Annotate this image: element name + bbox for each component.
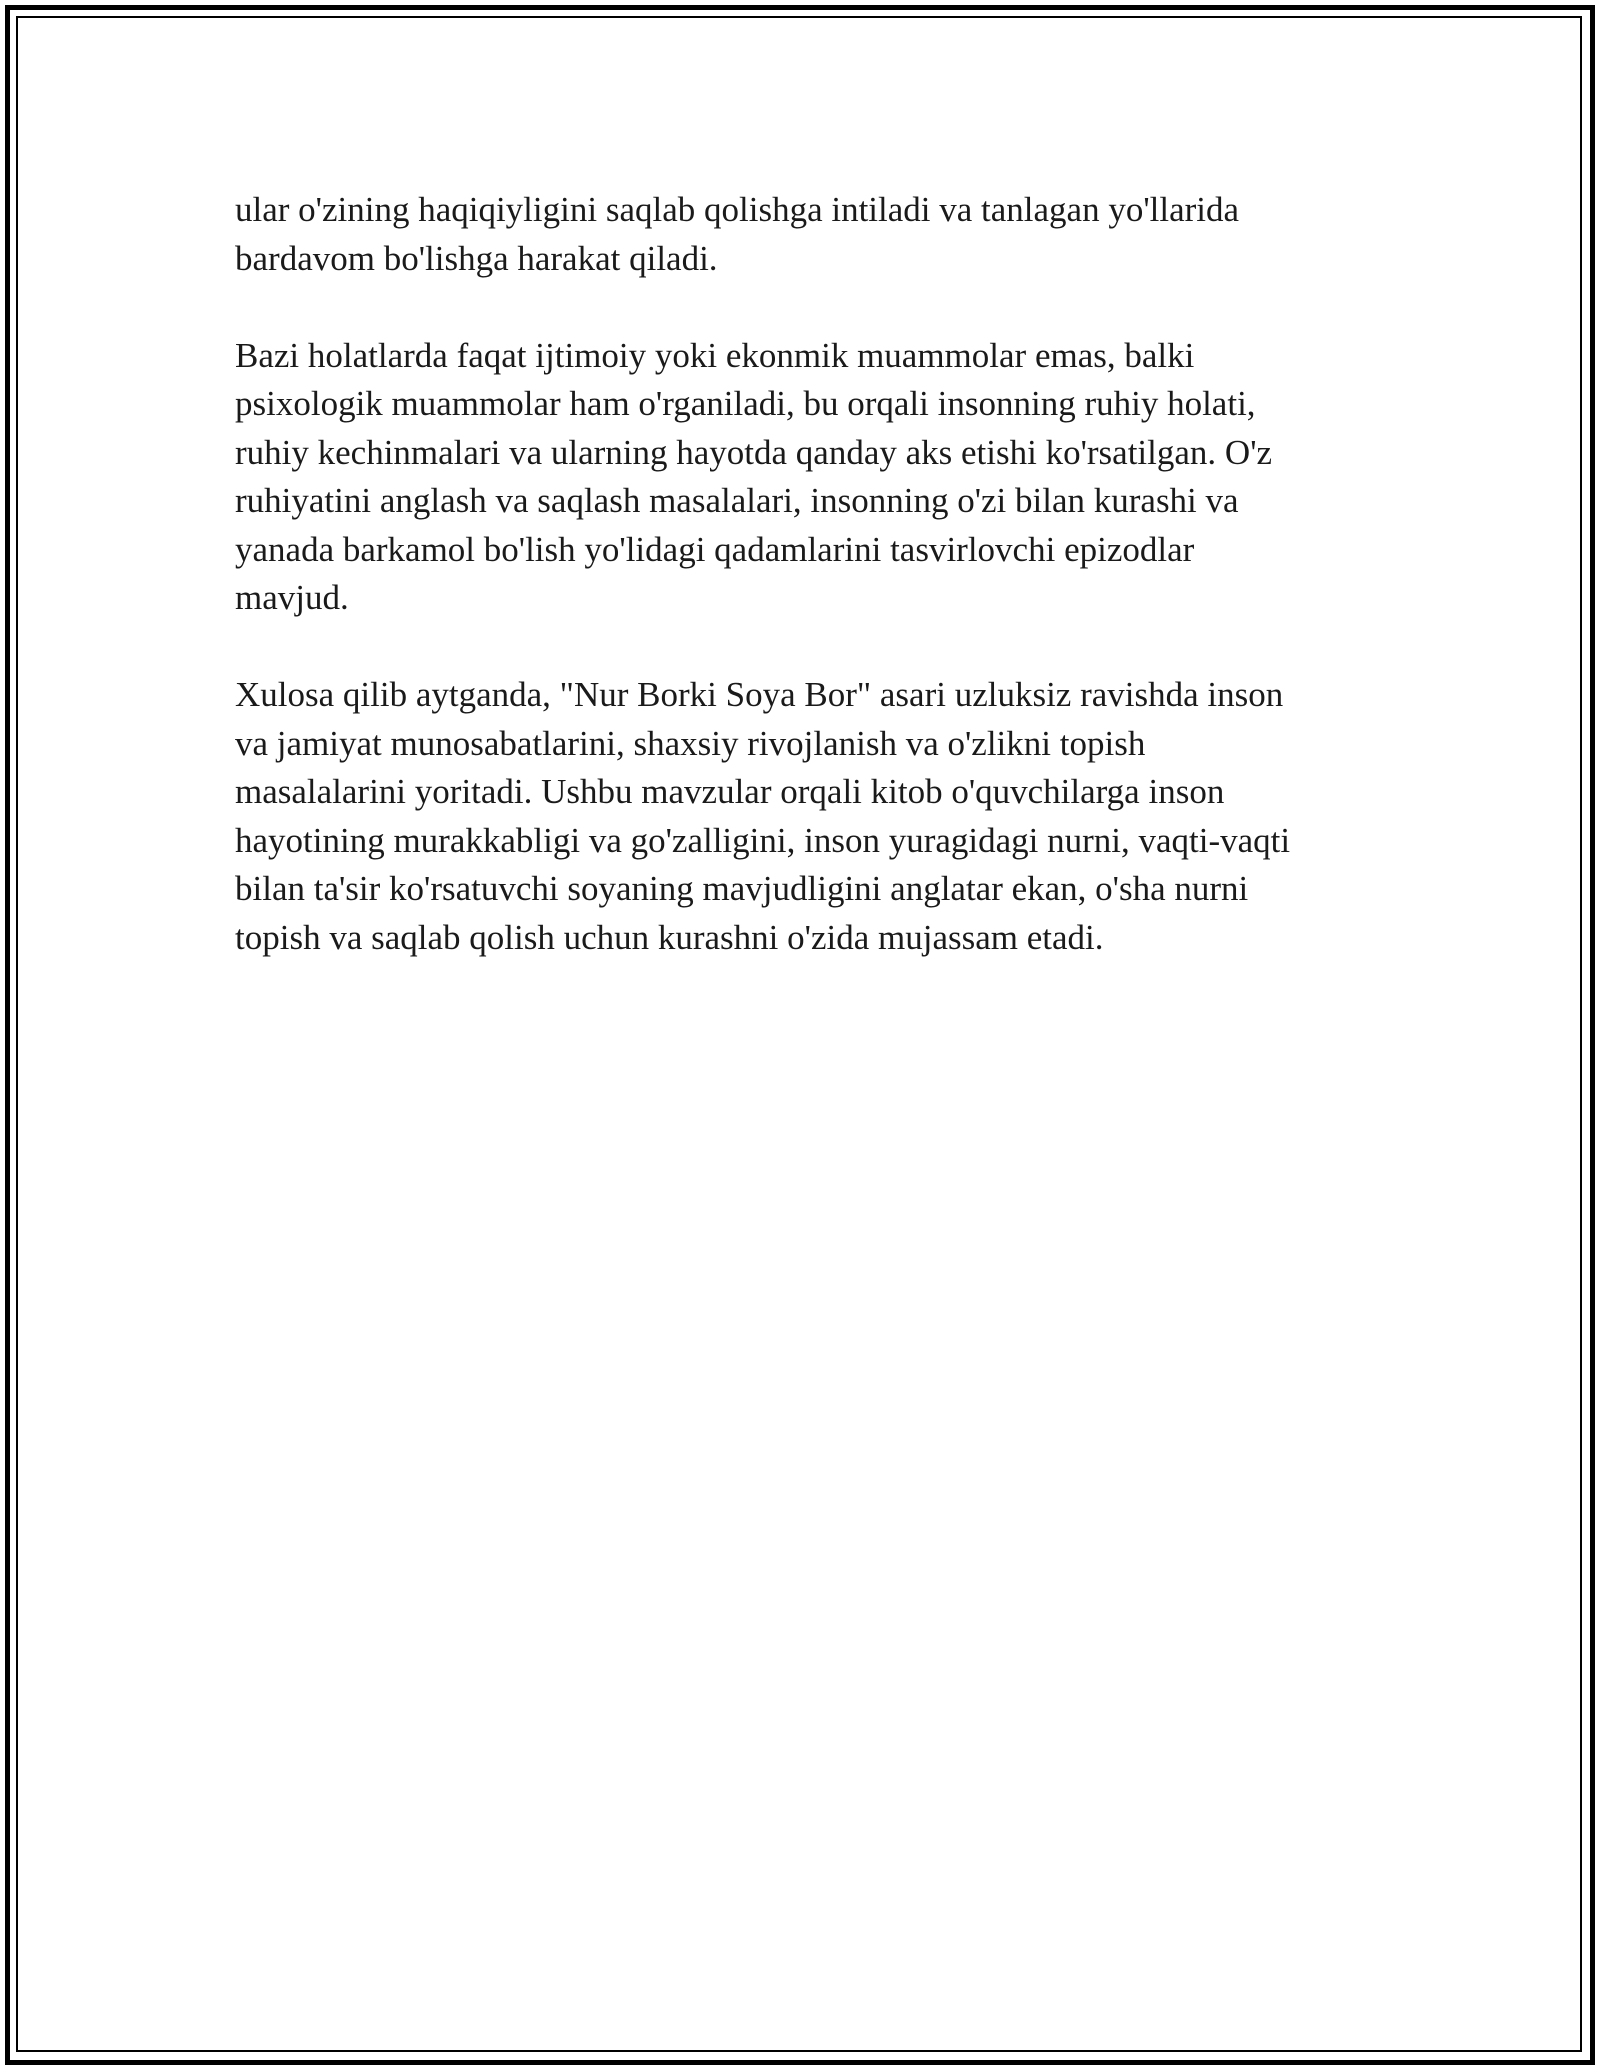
text-line: bardavom bo'lishga harakat qiladi. (235, 238, 718, 278)
document-body (235, 186, 1370, 1011)
text-line: Bazi holatlarda faqat ijtimoiy yoki ekonmik muammolar emas, balki (235, 335, 1195, 375)
text-line: hayotining murakkabligi va go'zalligini, inson yuragidagi nurni, vaqti-vaqti (235, 820, 1291, 860)
paragraph-3 (235, 671, 1370, 962)
paragraph-1 (235, 186, 1370, 283)
text-line: yanada barkamol bo'lish yo'lidagi qadamlarini tasvirlovchi epizodlar (235, 529, 1195, 569)
text-line: ruhiyatini anglash va saqlash masalalari, insonning o'zi bilan kurashi va (235, 481, 1239, 520)
text-line: bilan ta'sir ko'rsatuvchi soyaning mavjudligini anglatar ekan, o'sha nurni (235, 869, 1249, 908)
text-line: Xulosa qilib aytganda, "Nur Borki Soya Bor" asari uzluksiz ravishda inson (235, 675, 1284, 714)
text-line: mavjud. (235, 578, 349, 617)
text-line: ruhiy kechinmalari va ularning hayotda qanday aks etishi ko'rsatilgan. O'z (235, 432, 1273, 472)
text-line: masalalarini yoritadi. Ushbu mavzular orqali kitob o'quvchilarga inson (235, 772, 1225, 811)
text-line: topish va saqlab qolish uchun kurashni o'zida mujassam etadi. (235, 917, 1104, 957)
text-line: psixologik muammolar ham o'rganiladi, bu orqali insonning ruhiy holati, (235, 384, 1256, 423)
paragraph-2 (235, 332, 1370, 623)
text-line: ular o'zining haqiqiyligini saqlab qolishga intiladi va tanlagan yo'llarida (235, 190, 1240, 229)
text-line: va jamiyat munosabatlarini, shaxsiy rivojlanish va o'zlikni topish (235, 723, 1146, 763)
